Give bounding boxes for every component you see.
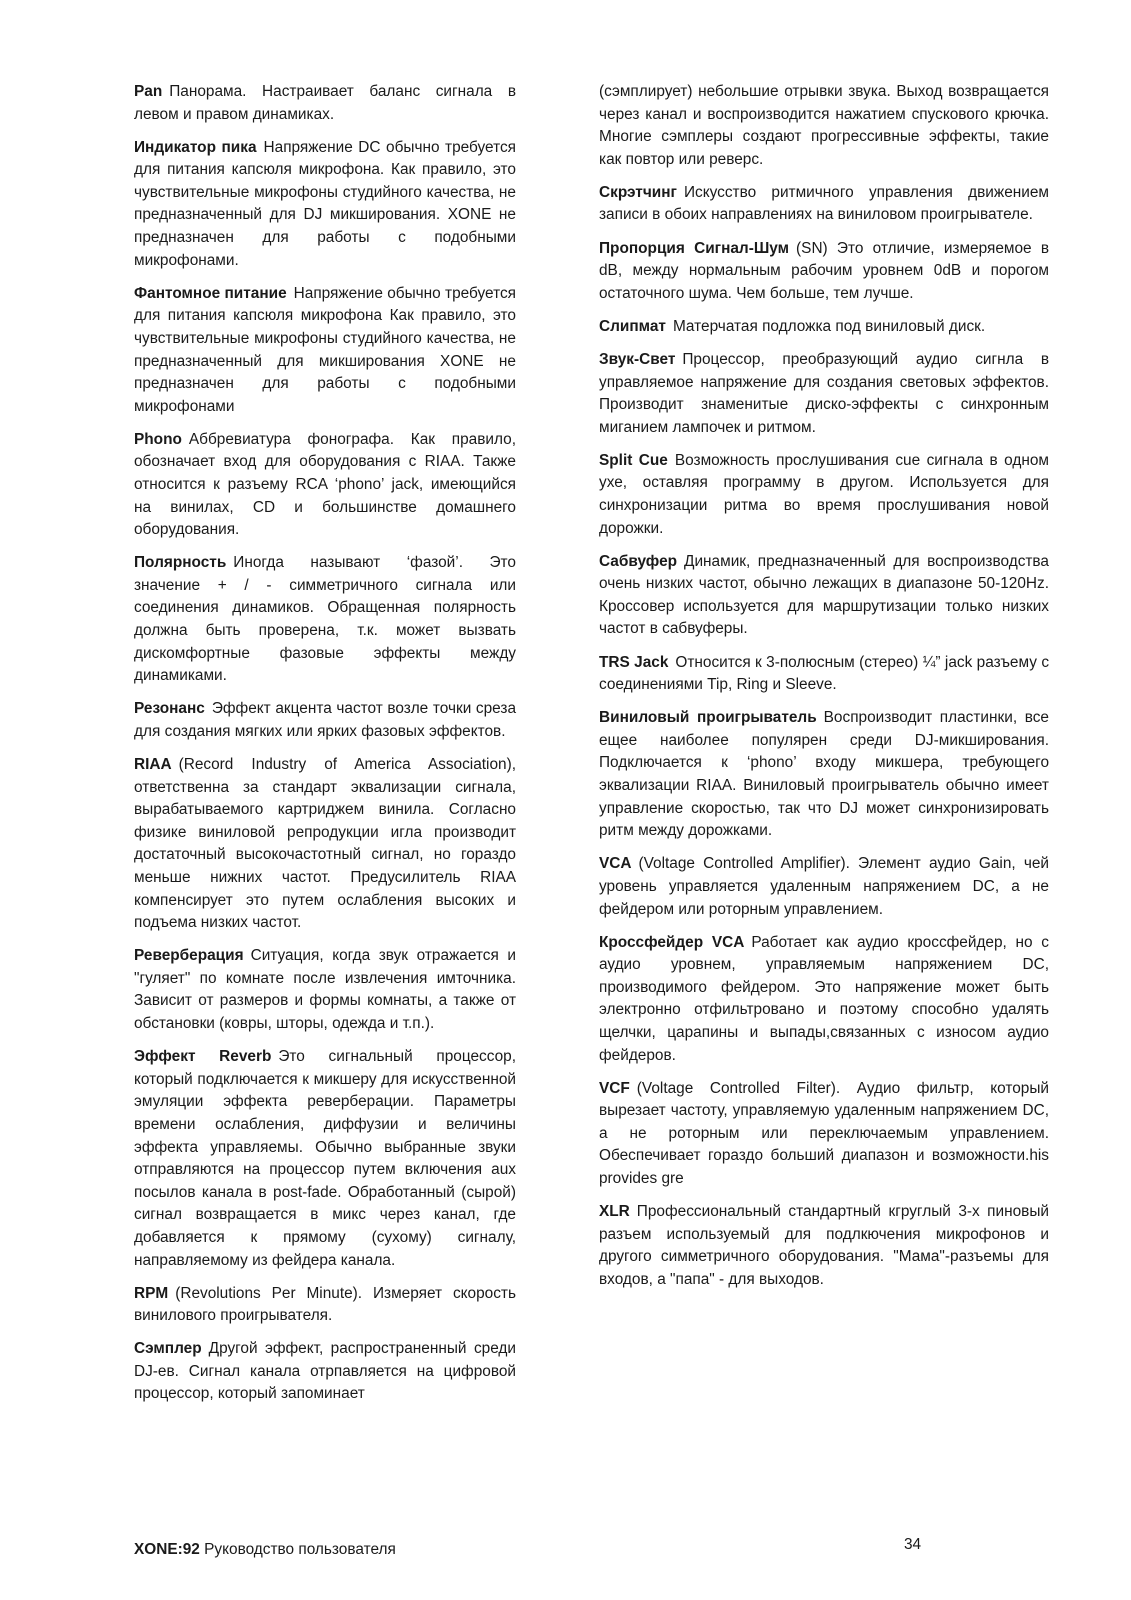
glossary-entry [134, 137, 516, 273]
glossary-term: RPM [134, 1284, 169, 1302]
glossary-term: Split Cue [599, 451, 668, 469]
glossary-term: Фантомное питание [134, 284, 287, 302]
glossary-entry [134, 1283, 516, 1328]
page-number: 34 [904, 1536, 922, 1553]
glossary-term: Сэмплер [134, 1340, 202, 1358]
glossary-entry [599, 932, 1049, 1068]
glossary-definition: Эффект акцента частот возле точки среза для создания мягких или ярких фазовых эффектов. [134, 700, 516, 740]
glossary-definition: Профессиональный стандартный кгруглый 3-х пиновый разъем используемый для подлкючения микрофонов и другого симметричного оборудования. "Мама"-разъемы для входов, а "папа" - для выходов. [599, 1203, 1049, 1288]
glossary-term: Слипмат [599, 317, 666, 335]
glossary-entry [599, 1078, 1049, 1191]
glossary-entry [134, 283, 516, 419]
glossary-term: XLR [599, 1203, 630, 1221]
glossary-term: TRS Jack [599, 653, 669, 671]
glossary-entry [599, 182, 1049, 227]
glossary-entry [599, 450, 1049, 540]
glossary-column-left [134, 81, 516, 1417]
glossary-term: Виниловый проигрыватель [599, 709, 817, 727]
glossary-definition: (SN) Это отличие, измеряемое в dB, между нормальным рабочим уровнем 0dB и порогом остаточного шума. Чем больше, тем лучше. [599, 239, 1049, 302]
glossary-entry [599, 349, 1049, 439]
glossary-term: Реверберация [134, 947, 244, 965]
glossary-term: VCA [599, 855, 632, 873]
glossary-entry [134, 552, 516, 688]
glossary-entry [599, 652, 1049, 697]
glossary-definition: Работает как аудио кроссфейдер, но с аудио уровнем, управляемым напряжением DC, производимого фейдером. Это напряжение может быть электронно отфильтровано и поэтому способно удалять щелчки, царапины и выпады,связанных с износом аудио фейдеров. [599, 933, 1049, 1064]
glossary-entry [599, 238, 1049, 306]
glossary-term: Полярность [134, 554, 227, 572]
glossary-term: Кроссфейдер VCA [599, 933, 745, 951]
glossary-definition: Напряжение обычно требуется для питания капсюля микрофона Как правило, это чувствительные микрофоны студийного качества, не предназначенный для микширования XONE не предназначен для работы с подобными микрофонами [134, 284, 516, 415]
glossary-definition: Панорама. Настраивает баланс сигнала в левом и правом динамиках. [134, 83, 516, 123]
glossary-entry [599, 81, 1049, 171]
glossary-term: Пропорция Сигнал-Шум [599, 239, 790, 257]
glossary-term: Звук-Свет [599, 350, 676, 368]
glossary-entry [134, 698, 516, 743]
glossary-entry [134, 945, 516, 1035]
glossary-entry [134, 429, 516, 542]
glossary-term: Pan [134, 83, 163, 100]
glossary-column-right [599, 81, 1049, 1302]
glossary-definition: Аббревиатура фонографа. Как правило, обозначает вход для оборудования с RIAA. Также относится к разъему RCA ‘phono’ jack, имеющийся на винилах, CD и большинстве домашнего оборудования. [134, 430, 516, 539]
glossary-definition: Процессор, преобразующий аудио сигнла в управляемое напряжение для создания световых эффектов. Производит знаменитые диско-эффекты с синхронным миганием лампочек и ритмом. [599, 350, 1049, 436]
glossary-entry [599, 1201, 1049, 1291]
glossary-entry [599, 551, 1049, 641]
footer-brand: XONE:92 [134, 1541, 200, 1558]
glossary-definition: Матерчатая подложка под виниловый диск. [672, 317, 986, 335]
glossary-term: VCF [599, 1079, 630, 1097]
glossary-definition: Динамик, предназначенный для воспроизводства очень низких частот, обычно лежащих в диапазоне 50-120Hz. Кроссовер используется для маршрутизации только низких частот в сабвуферы. [599, 552, 1049, 638]
glossary-entry [599, 853, 1049, 921]
glossary-definition: (Record Industry of America Association), ответственна за стандарт эквализации сигнала, вырабатываемого картриджем винила. Согласно физике виниловой репродукции игла производит достаточный высокочастотный сигнал, но гораздо меньше нижних частот. Предусилитель RIAA компенсирует это путем ослабления высоких и подъема низких частот. [134, 756, 516, 932]
glossary-definition: Ситуация, когда звук отражается и "гуляет" по комнате после извлечения имточника. Зависит от размеров и формы комнаты, а также от обстановки (ковры, шторы, одежда и т.п.). [134, 947, 516, 1033]
glossary-entry [134, 754, 516, 935]
glossary-definition: (Voltage Controlled Amplifier). Элемент аудио Gain, чей уровень управляется удаленным напряжением DC, а не фейдером или роторным управлением. [599, 855, 1049, 918]
glossary-entry [134, 1046, 516, 1272]
glossary-term: Сабвуфер [599, 552, 678, 570]
glossary-definition: (Revolutions Per Minute). Измеряет скорость винилового проигрывателя. [134, 1284, 516, 1325]
glossary-term: Индикатор пика [134, 138, 257, 156]
glossary-entry [134, 81, 516, 126]
glossary-definition: (сэмплирует) небольшие отрывки звука. Выход возвращается через канал и воспроизводится нажатием спускового крючка. Многие сэмплеры создают прогрессивные эффекты, такие как повтор или реверс. [599, 83, 1049, 168]
glossary-entry [134, 1338, 516, 1406]
glossary-entry [599, 707, 1049, 843]
glossary-entry [599, 316, 1049, 339]
glossary-term: Скрэтчинг [599, 183, 677, 201]
glossary-definition: (Voltage Controlled Filter). Аудио фильтр, который вырезает частоту, управляемую удаленным напряжением DC, а не роторным или переключаемым управлением. Обеспечивает гораздо больший диапазон и возможности.his provides gre [599, 1079, 1049, 1188]
glossary-definition: Возможность прослушивания cue сигнала в одном ухе, оставляя программу в другом. Используется для синхронизации ритма во время прослушивания новой дорожки. [599, 451, 1049, 537]
glossary-definition: Другой эффект, распространенный среди DJ-ев. Сигнал канала отрпавляется на цифровой процессор, который запоминает [134, 1340, 516, 1403]
glossary-term: Phono [134, 430, 182, 448]
glossary-term: Эффект Reverb [134, 1048, 272, 1066]
glossary-definition: Напряжение DC обычно требуется для питания капсюля микрофона. Как правило, это чувствительные микрофоны студийного качества, не предназначенный для DJ микширования. XONE не предназначен для работы с подобными микрофонами. [134, 138, 516, 269]
glossary-term: Резонанс [134, 700, 205, 718]
footer-manual-title: Руководство пользователя [204, 1541, 396, 1558]
footer-title [134, 1541, 396, 1559]
glossary-definition: Иногда называют ‘фазой’. Это значение + / - симметричного сигнала или соединения динамиков. Обращенная полярность должна быть проверена, т.к. может вызвать дискомфортные фазовые эффекты между динамиками. [134, 554, 516, 685]
glossary-definition: Это сигнальный процессор, который подключается к микшеру для искусственной эмуляции эффекта реверберации. Параметры времени ослабления, диффузии и величины эффекта управляемы. Обычно выбранные звуки отправляются на процессор путем включения aux посылов канала в post-fade. Обработанный (сырой) сигнал возвращается в микс через канал, где добавляется к прямому (сухому) сигналу, направляемому из фейдера канала. [134, 1048, 516, 1269]
glossary-definition: Искусство ритмичного управления движением записи в обоих направлениях на виниловом проигрывателе. [599, 183, 1049, 224]
glossary-term: RIAA [134, 756, 172, 774]
glossary-definition: Относится к 3-полюсным (стерео) ¼” jack разъему с соединениями Tip, Ring и Sleeve. [599, 653, 1050, 694]
glossary-definition: Воспроизводит пластинки, все ещее наиболее популярен среди DJ-микширования. Подключается к ‘phono’ входу микшера, требующего эквализации RIAA. Виниловый проигрыватель обычно имеет управление скоростью, так что DJ может синхронизировать ритм между дорожками. [599, 709, 1049, 840]
